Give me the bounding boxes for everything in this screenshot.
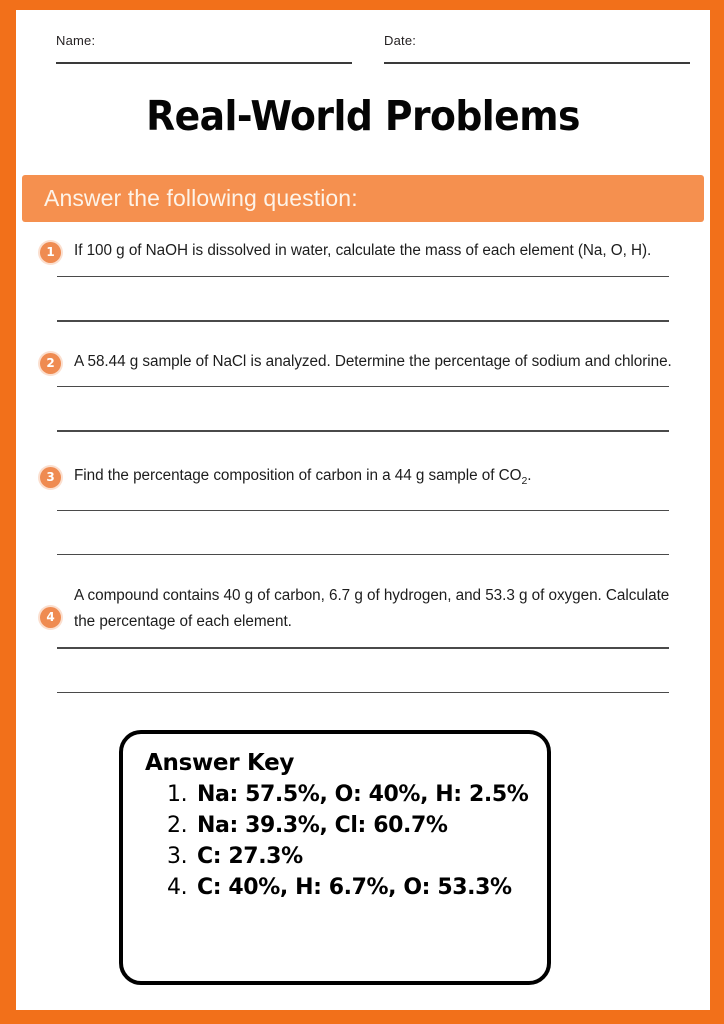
- date-writing-line[interactable]: [384, 62, 690, 64]
- instruction-text: Answer the following question:: [44, 185, 358, 211]
- answer-key-value: Na: 39.3%, Cl: 60.7%: [197, 813, 448, 838]
- question-text-1: If 100 g of NaOH is dissolved in water, calculate the mass of each element (Na, O, H).: [74, 242, 652, 259]
- answer-line[interactable]: [57, 276, 669, 277]
- student-info-row: [56, 34, 690, 70]
- answer-key-number: 2.: [167, 813, 188, 838]
- question-header-1: [16, 238, 710, 264]
- page-border-bottom: [0, 1010, 724, 1024]
- answer-key-list: [145, 779, 529, 903]
- answer-lines-3: [16, 510, 710, 556]
- question-number-badge-1: 1: [40, 242, 61, 263]
- question-item-1: [16, 238, 710, 322]
- answer-key-item: [145, 779, 529, 810]
- page-border-left: [0, 0, 16, 1024]
- answer-key-value: C: 40%, H: 6.7%, O: 53.3%: [197, 875, 512, 900]
- name-writing-line[interactable]: [56, 62, 352, 64]
- question-text-2: A 58.44 g sample of NaCl is analyzed. Determine the percentage of sodium and chlorine.: [74, 352, 672, 370]
- answer-key-number: 4.: [167, 875, 188, 900]
- answer-lines-2: [16, 386, 710, 432]
- answer-lines-4: [16, 647, 710, 693]
- question-text-4: A compound contains 40 g of carbon, 6.7 g of hydrogen, and 53.3 g of oxygen. Calculate the percentage of each element.: [74, 587, 670, 631]
- question-number-badge-4: 4: [40, 607, 61, 628]
- question-header-4: [16, 583, 710, 635]
- answer-line[interactable]: [57, 647, 669, 648]
- questions-list: [16, 238, 710, 693]
- instruction-banner: [22, 175, 704, 222]
- answer-key-number: 1.: [167, 782, 188, 807]
- page-border-right: [710, 0, 724, 1024]
- name-label: Name:: [56, 33, 96, 48]
- question-number-badge-3: 3: [40, 467, 61, 488]
- answer-key-title: Answer Key: [145, 750, 295, 776]
- answer-key-item: [145, 872, 529, 903]
- date-label: Date:: [384, 33, 417, 48]
- question-text-3-suffix: .: [527, 466, 532, 484]
- answer-key-item: [145, 810, 529, 841]
- question-header-2: [16, 349, 710, 375]
- question-text-3: [74, 463, 688, 494]
- question-number-badge-2: 2: [40, 353, 61, 374]
- answer-line[interactable]: [57, 510, 669, 511]
- answer-key-value: Na: 57.5%, O: 40%, H: 2.5%: [197, 782, 529, 807]
- question-item-4: [16, 555, 710, 693]
- page-border-top: [0, 0, 724, 10]
- chemical-subscript: 2: [521, 474, 528, 487]
- question-text-3-prefix: Find the percentage composition of carbon in a 44 g sample of CO: [74, 466, 522, 484]
- date-field[interactable]: [384, 34, 690, 68]
- answer-key-number: 3.: [167, 844, 188, 869]
- answer-key-item: [145, 841, 529, 872]
- question-item-3: [16, 432, 710, 556]
- page-title: Real-World Problems: [146, 92, 580, 140]
- question-header-3: [16, 463, 710, 494]
- answer-line[interactable]: [57, 386, 669, 387]
- answer-key-box: [119, 730, 551, 985]
- name-field[interactable]: [56, 34, 352, 68]
- answer-line[interactable]: [57, 692, 669, 693]
- answer-lines-1: [16, 276, 710, 322]
- answer-key-value: C: 27.3%: [197, 844, 303, 869]
- question-item-2: [16, 322, 710, 432]
